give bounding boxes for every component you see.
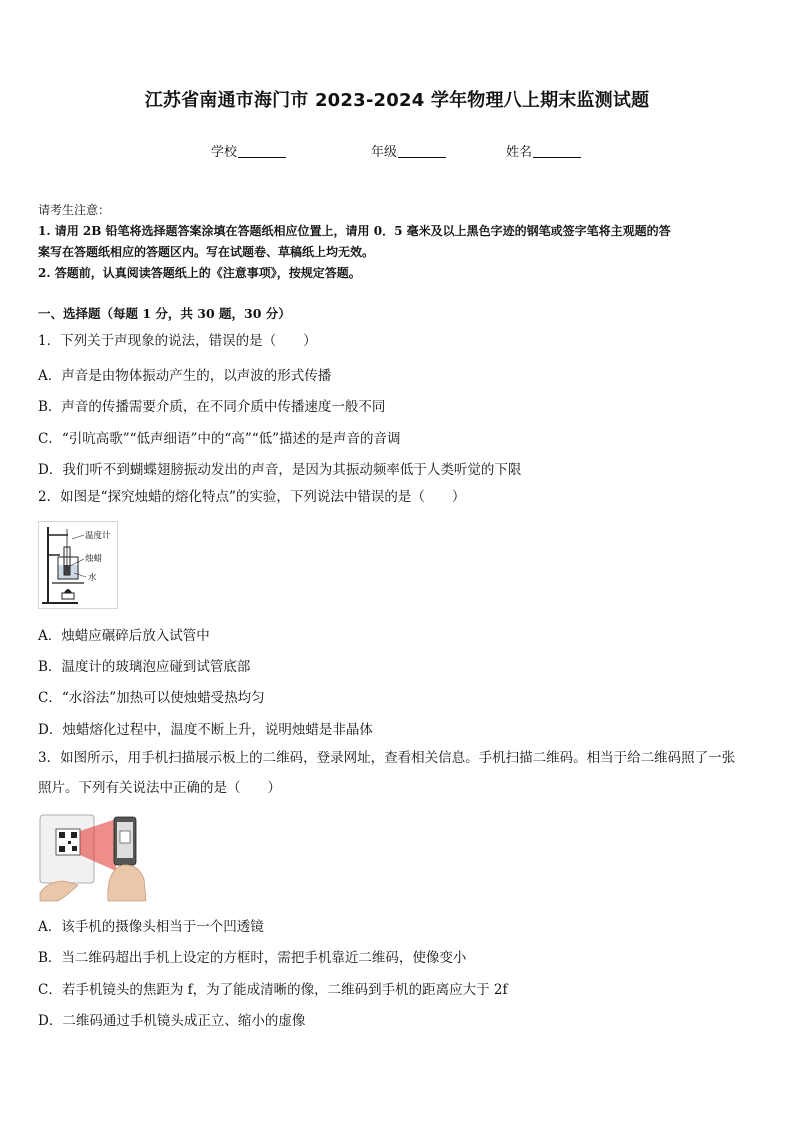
- grade-field: [371, 141, 446, 160]
- question-3-option-c[interactable]: C．若手机镜头的焦距为 f，为了能成清晰的像，二维码到手机的距离应大于 2f: [38, 982, 508, 998]
- name-label: 姓名: [506, 145, 533, 160]
- label-water: 水: [88, 573, 97, 583]
- notice-heading: 请考生注意：: [38, 203, 111, 217]
- label-wax: 烛蜡: [85, 554, 103, 564]
- exam-notice: [38, 200, 760, 284]
- wax-melting-apparatus-figure: [38, 521, 118, 609]
- question-2-option-a[interactable]: A．烛蜡应碾碎后放入试管中: [38, 628, 210, 644]
- question-1-option-b[interactable]: B．声音的传播需要介质，在不同介质中传播速度一般不同: [38, 399, 386, 415]
- section-title-choice: 一、选择题（每题 1 分，共 30 题，30 分）: [38, 306, 291, 321]
- school-blank[interactable]: [238, 145, 286, 158]
- label-thermometer: 温度计: [85, 531, 111, 541]
- grade-blank[interactable]: [398, 145, 446, 158]
- question-2-option-b[interactable]: B．温度计的玻璃泡应碰到试管底部: [38, 659, 251, 675]
- page-title: 江苏省南通市海门市 2023-2024 学年物理八上期末监测试题: [144, 90, 650, 111]
- question-3-stem-line-1: 3．如图所示，用手机扫描展示板上的二维码，登录网址，查看相关信息。手机扫描二维码。相当于给二维码照了一张: [38, 750, 736, 766]
- question-1-option-a[interactable]: A．声音是由物体振动产生的，以声波的形式传播: [38, 368, 332, 384]
- name-blank[interactable]: [533, 145, 581, 158]
- question-3-option-a[interactable]: A．该手机的摄像头相当于一个凹透镜: [38, 919, 264, 935]
- question-1-option-d[interactable]: D．我们听不到蝴蝶翅膀振动发出的声音，是因为其振动频率低于人类听觉的下限: [38, 462, 522, 478]
- school-field: [211, 141, 286, 160]
- notice-item-1: 1. 请用 2B 铅笔将选择题答案涂填在答题纸相应位置上，请用 0．5 毫米及以上黑色字迹的钢笔或签字笔将主观题的答: [38, 224, 671, 238]
- question-2-stem: 2．如图是“探究烛蜡的熔化特点”的实验，下列说法中错误的是（ ）: [38, 489, 466, 505]
- phone-scanning-qr-figure: [38, 809, 158, 903]
- question-3-option-b[interactable]: B．当二维码超出手机上设定的方框时，需把手机靠近二维码，使像变小: [38, 950, 467, 966]
- question-3-stem-line-2: 照片。下列有关说法中正确的是（ ）: [38, 780, 281, 796]
- question-2-option-c[interactable]: C．“水浴法”加热可以使烛蜡受热均匀: [38, 690, 265, 706]
- question-3-option-d[interactable]: D．二维码通过手机镜头成正立、缩小的虚像: [38, 1013, 306, 1029]
- question-1-stem: 1．下列关于声现象的说法，错误的是（ ）: [38, 333, 317, 349]
- name-field: [506, 141, 581, 160]
- notice-item-1-cont: 案写在答题纸相应的答题区内。写在试题卷、草稿纸上均无效。: [38, 245, 375, 259]
- question-1-option-c[interactable]: C．“引吭高歌”“低声细语”中的“高”“低”描述的是声音的音调: [38, 431, 401, 447]
- notice-item-2: 2. 答题前，认真阅读答题纸上的《注意事项》，按规定答题。: [38, 266, 361, 280]
- question-2-option-d[interactable]: D．烛蜡熔化过程中，温度不断上升，说明烛蜡是非晶体: [38, 722, 373, 738]
- school-label: 学校: [211, 145, 238, 160]
- grade-label: 年级: [371, 145, 398, 160]
